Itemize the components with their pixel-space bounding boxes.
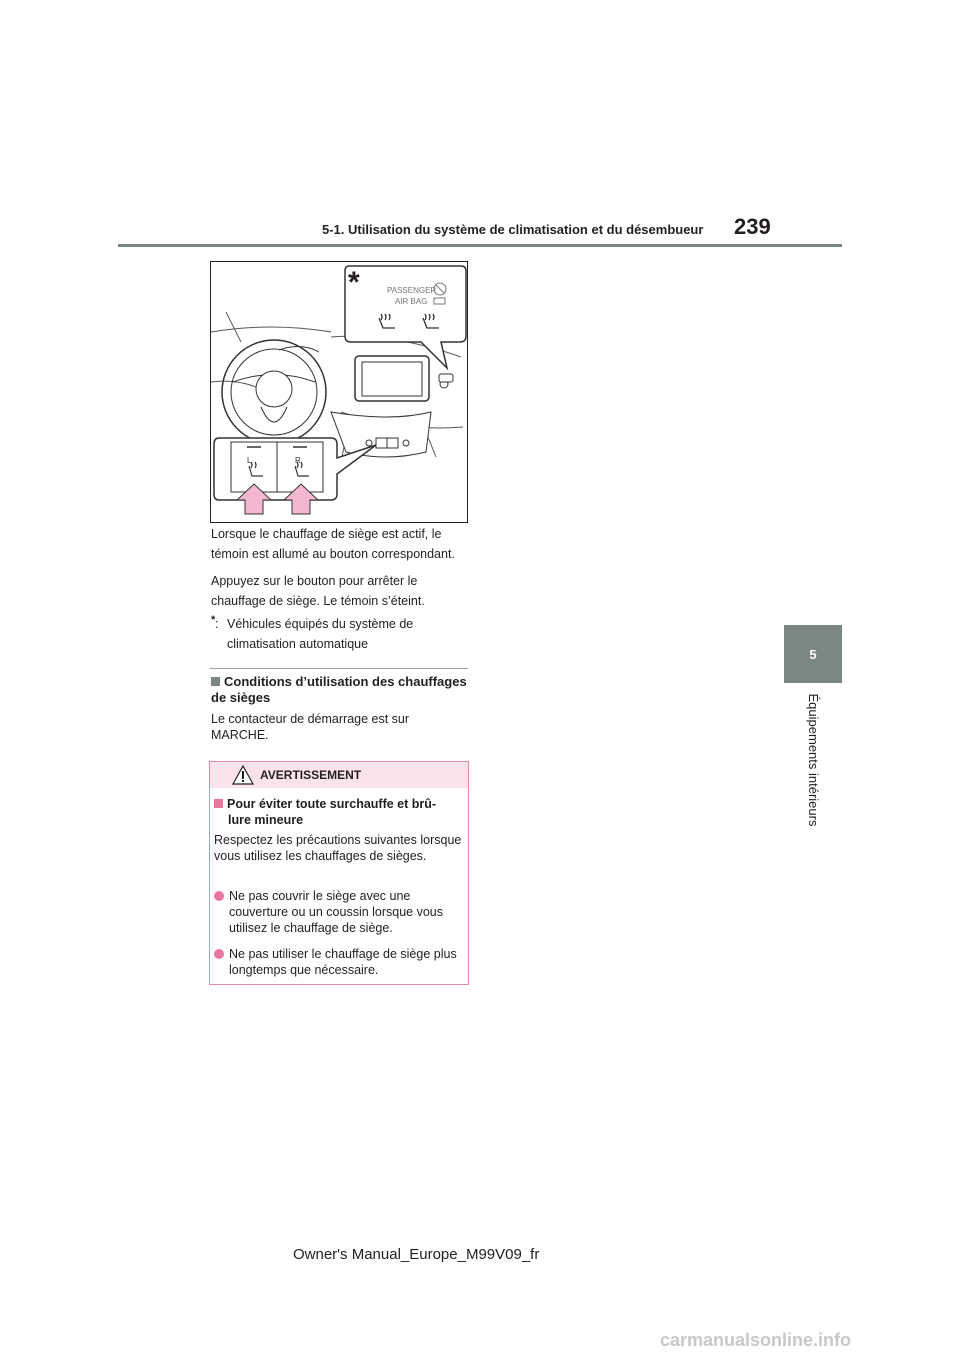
chapter-title: Équipements intérieurs [806,693,821,827]
chapter-number: 5 [809,646,817,662]
footnote-colon: : [215,617,219,631]
dashboard-illustration [210,261,468,523]
warning-triangle-icon [232,765,254,785]
footer-manual-id: Owner's Manual_Europe_M99V09_fr [293,1246,540,1263]
warning-bullet: Ne pas couvrir le siège avec une couverture ou un coussin lorsque vous utilisez le chauffage de siège. [214,888,464,936]
conditions-subheading: Conditions d’utilisation des chauffages de sièges [211,674,467,705]
footnote-text: Véhicules équipés du système de climatisation automatique [227,617,414,651]
warning-box [209,761,469,985]
section-title: 5-1. Utilisation du système de climatisation et du désembueur [322,222,704,237]
footnote [211,614,473,654]
panel-passenger-label: PASSENGER [387,286,437,295]
conditions-text: Le contacteur de démarrage est sur MARCHE. [211,712,410,742]
square-bullet-icon [214,799,223,808]
bullet-dot-icon [214,891,224,901]
square-bullet-icon [211,677,220,686]
header-rule [118,244,842,247]
warning-bullet: Ne pas utiliser le chauffage de siège plus longtemps que nécessaire. [214,946,464,978]
button-right-label: R [295,456,301,465]
watermark: carmanualsonline.info [660,1330,852,1350]
warning-subheading: Pour éviter toute surchauffe et brû- lure mineure [214,796,464,828]
paragraph-turn-off: Appuyez sur le bouton pour arrêter le chauffage de siège. Le témoin s’éteint. [211,574,425,608]
dashboard-drawing [211,262,468,523]
page-number: 239 [734,214,771,239]
bullet-dot-icon [214,949,224,959]
chapter-tab[interactable] [784,625,842,683]
footnote-mark: * [211,614,216,626]
section-divider [210,668,468,669]
warning-intro: Respectez les précautions suivantes lorsque vous utilisez les chauffages de sièges. [214,833,462,863]
callout-asterisk: * [348,266,360,299]
warning-title: AVERTISSEMENT [260,768,362,782]
button-left-label: L [247,456,252,465]
paragraph-indicator: Lorsque le chauffage de siège est actif, le témoin est allumé au bouton correspondant. [211,527,455,561]
warning-header [210,762,468,788]
panel-airbag-label: AIR BAG [395,297,428,306]
